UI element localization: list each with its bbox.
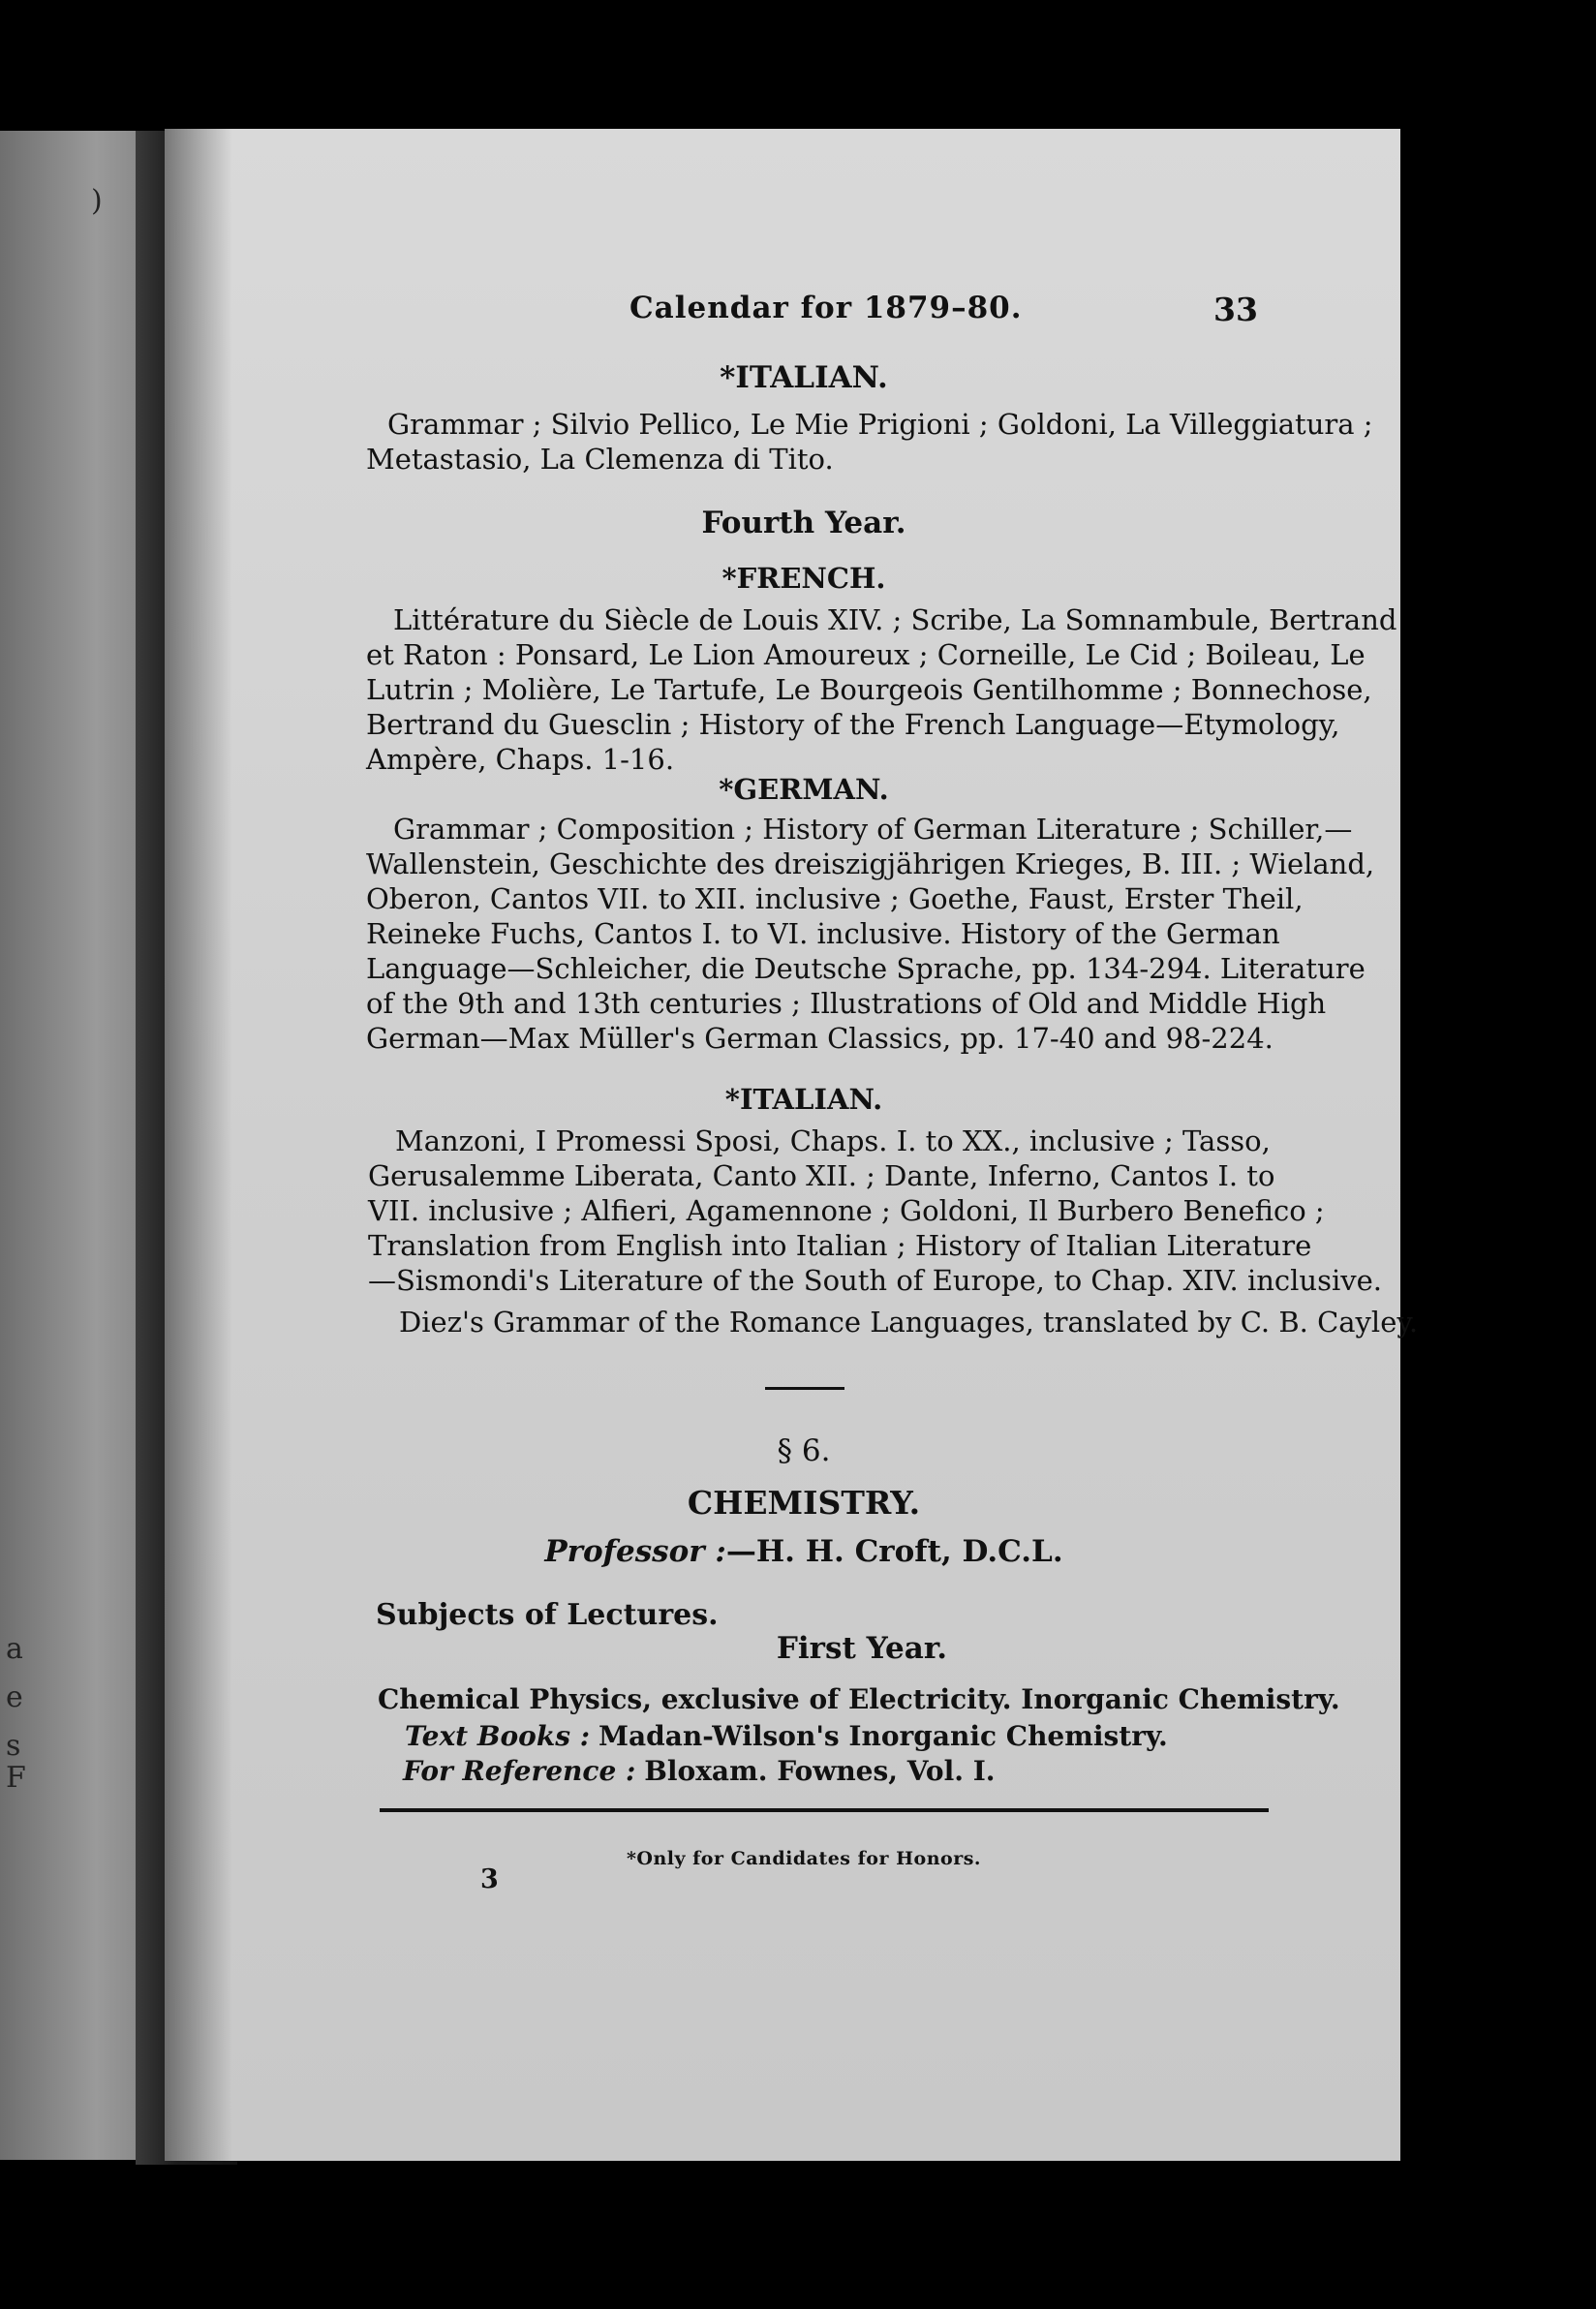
text-line: Translation from English into Italian ; History of Italian Literature bbox=[368, 1229, 1312, 1262]
professor-label: Professor : bbox=[544, 1534, 726, 1569]
text-line: Oberon, Cantos VII. to XII. inclusive ; Goethe, Faust, Erster Theil, bbox=[366, 882, 1304, 915]
left-page-mark: ) bbox=[91, 184, 103, 218]
text-line: Littérature du Siècle de Louis XIV. ; Scribe, La Somnambule, Bertrand bbox=[393, 603, 1397, 636]
professor-name: —H. H. Croft, D.C.L. bbox=[725, 1534, 1063, 1569]
italian-third-text bbox=[366, 407, 1373, 477]
text-line: Metastasio, La Clemenza di Tito. bbox=[366, 443, 834, 476]
text-line: Lutrin ; Molière, Le Tartufe, Le Bourgeois Gentilhomme ; Bonnechose, bbox=[366, 673, 1372, 706]
text-line: et Raton : Ponsard, Le Lion Amoureux ; Corneille, Le Cid ; Boileau, Le bbox=[366, 638, 1366, 671]
text-line: Bertrand du Guesclin ; History of the French Language—Etymology, bbox=[366, 708, 1340, 741]
gutter-shadow bbox=[165, 129, 232, 2161]
section-heading-german: *GERMAN. bbox=[719, 773, 889, 806]
year-heading-first: First Year. bbox=[776, 1631, 948, 1666]
german-text bbox=[366, 812, 1375, 1056]
text-line: Grammar ; Silvio Pellico, Le Mie Prigioni ; Goldoni, La Villeggiatura ; bbox=[387, 408, 1373, 441]
section-number: § 6. bbox=[777, 1433, 831, 1468]
text-books-label: Text Books : bbox=[405, 1720, 591, 1752]
left-page-mark: F bbox=[6, 1761, 26, 1795]
page-number: 33 bbox=[1213, 291, 1258, 328]
text-line: Reineke Fuchs, Cantos I. to VI. inclusive. History of the German bbox=[366, 917, 1280, 950]
text-line: German—Max Müller's German Classics, pp. 17-40 and 98-224. bbox=[366, 1022, 1274, 1055]
footnote-rule bbox=[380, 1808, 1269, 1812]
text-line: Manzoni, I Promessi Sposi, Chaps. I. to XX., inclusive ; Tasso, bbox=[395, 1124, 1271, 1157]
running-title: Calendar for 1879–80. bbox=[629, 291, 1023, 325]
romance-grammar-line: Diez's Grammar of the Romance Languages, translated by C. B. Cayley. bbox=[399, 1306, 1419, 1339]
text-line: Wallenstein, Geschichte des dreiszigjährigen Krieges, B. III. ; Wieland, bbox=[366, 847, 1375, 880]
reference-label: For Reference : bbox=[403, 1755, 636, 1787]
section-divider bbox=[765, 1387, 844, 1390]
italian-fourth-text bbox=[368, 1124, 1383, 1298]
french-text bbox=[366, 602, 1397, 777]
first-year-subjects: Chemical Physics, exclusive of Electricity. Inorganic Chemistry. bbox=[378, 1683, 1340, 1715]
text-line: Ampère, Chaps. 1-16. bbox=[366, 743, 675, 776]
text-line: Gerusalemme Liberata, Canto XII. ; Dante, Inferno, Cantos I. to bbox=[368, 1159, 1275, 1192]
section-title-chemistry: CHEMISTRY. bbox=[687, 1484, 921, 1522]
left-page-mark: s bbox=[6, 1729, 21, 1763]
text-line: Grammar ; Composition ; History of German Literature ; Schiller,— bbox=[393, 813, 1353, 846]
text-line: VII. inclusive ; Alfieri, Agamennone ; Goldoni, Il Burbero Benefico ; bbox=[368, 1194, 1325, 1227]
section-heading-italian-fourth: *ITALIAN. bbox=[724, 1083, 883, 1116]
reference-line bbox=[403, 1755, 996, 1787]
reference-value: Bloxam. Fownes, Vol. I. bbox=[644, 1755, 996, 1787]
text-line: Language—Schleicher, die Deutsche Sprache, pp. 134-294. Literature bbox=[366, 952, 1366, 985]
text-books-line bbox=[405, 1720, 1168, 1752]
year-heading-fourth: Fourth Year. bbox=[701, 506, 906, 540]
left-page-mark: e bbox=[6, 1680, 23, 1714]
professor-line bbox=[368, 1534, 1240, 1569]
text-books-value: Madan-Wilson's Inorganic Chemistry. bbox=[598, 1720, 1168, 1752]
section-heading-french: *FRENCH. bbox=[721, 562, 886, 595]
text-line: of the 9th and 13th centuries ; Illustrations of Old and Middle High bbox=[366, 987, 1327, 1020]
section-heading-italian: *ITALIAN. bbox=[720, 360, 888, 395]
text-line: —Sismondi's Literature of the South of Europe, to Chap. XIV. inclusive. bbox=[368, 1264, 1383, 1297]
left-page-mark: a bbox=[6, 1632, 23, 1666]
footnote: *Only for Candidates for Honors. bbox=[626, 1848, 982, 1869]
subjects-label: Subjects of Lectures. bbox=[376, 1598, 719, 1632]
signature-mark: 3 bbox=[480, 1864, 499, 1894]
